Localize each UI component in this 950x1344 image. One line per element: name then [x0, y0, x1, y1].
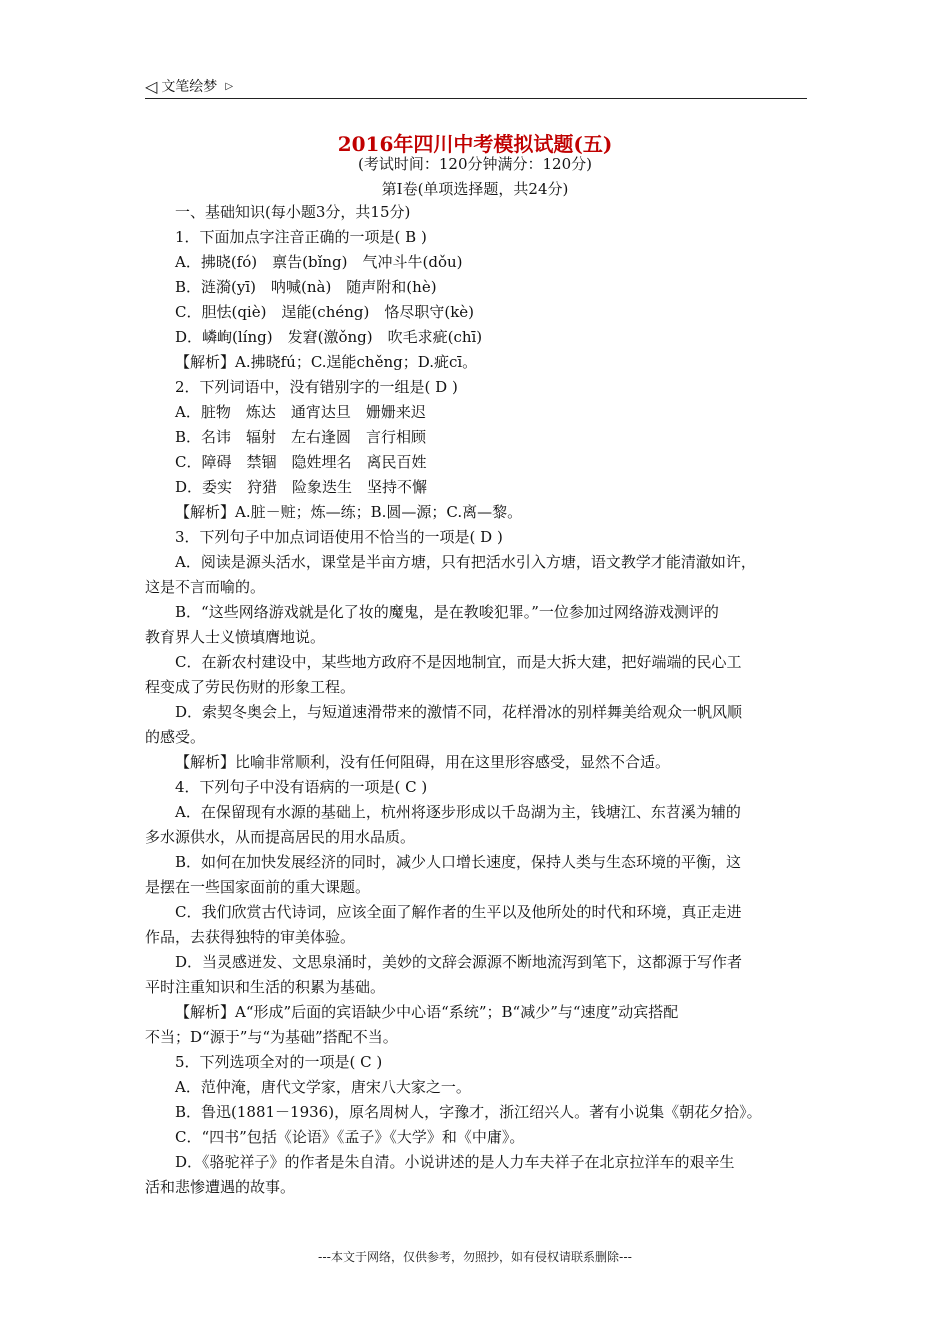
q3-option-a-line2: 这是不言而喻的。	[145, 578, 266, 596]
q3-option-d-line2: 的感受。	[145, 728, 206, 746]
q4-option-b-line2: 是摆在一些国家面前的重大课题。	[145, 878, 371, 896]
q4-option-d-line2: 平时注重知识和生活的积累为基础。	[145, 978, 386, 996]
q4-analysis-line1: 【解析】A“形成”后面的宾语缺少中心语“系统”；B“减少”与“速度”动宾搭配	[175, 1003, 679, 1021]
page-header	[145, 72, 807, 99]
q3-option-c-line2: 程变成了劳民伤财的形象工程。	[145, 678, 356, 696]
q3-option-b-line2: 教育界人士义愤填膺地说。	[145, 628, 326, 646]
q4-option-c-line2: 作品，去获得独特的审美体验。	[145, 928, 356, 946]
q4-analysis-line2: 不当；D“源于”与“为基础”搭配不当。	[145, 1028, 398, 1046]
q5-option-c: C．“四书”包括《论语》《孟子》《大学》和《中庸》。	[175, 1128, 525, 1146]
left-triangle-icon: ◁	[145, 76, 158, 96]
q3-analysis: 【解析】比喻非常顺利，没有任何阻碍，用在这里形容感受，显然不合适。	[175, 753, 671, 771]
q2-stem: 2．下列词语中，没有错别字的一组是( D )	[175, 378, 458, 396]
q1-analysis: 【解析】A.拂晓fú；C.逞能chěng；D.疵cī。	[175, 353, 478, 371]
page-footer: ---本文于网络，仅供参考，勿照抄，如有侵权请联系删除---	[318, 1250, 632, 1264]
q5-option-d-line1: D．《骆驼祥子》的作者是朱自清。小说讲述的是人力车夫祥子在北京拉洋车的艰辛生	[175, 1153, 735, 1171]
section-title: 一、基础知识(每小题3分，共15分)	[175, 203, 411, 221]
q4-stem: 4．下列句子中没有语病的一项是( C )	[175, 778, 428, 796]
exam-title: 2016年四川中考模拟试题(五)	[337, 132, 613, 156]
q2-option-a: A．脏物 炼达 通宵达旦 姗姗来迟	[175, 403, 426, 421]
part-title: 第Ⅰ卷(单项选择题，共24分)	[381, 180, 569, 198]
q2-option-c: C．障碍 禁锢 隐姓埋名 离民百姓	[175, 453, 427, 471]
q4-option-a-line1: A．在保留现有水源的基础上，杭州将逐步形成以千岛湖为主，钱塘江、东苕溪为辅的	[175, 803, 741, 821]
q5-option-b: B．鲁迅(1881－1936)，原名周树人，字豫才，浙江绍兴人。著有小说集《朝花夕拾》。	[175, 1103, 762, 1121]
q2-option-b: B．名讳 辐射 左右逢圆 言行相顾	[175, 428, 427, 446]
q3-option-b-line1: B．“这些网络游戏就是化了妆的魔鬼，是在教唆犯罪。”一位参加过网络游戏测评的	[175, 603, 719, 621]
right-triangle-icon: ▷	[225, 80, 234, 92]
q3-option-c-line1: C．在新农村建设中，某些地方政府不是因地制宜，而是大拆大建，把好端端的民心工	[175, 653, 742, 671]
q2-option-d: D．委实 狩猎 险象迭生 坚持不懈	[175, 478, 428, 496]
q3-stem: 3．下列句子中加点词语使用不恰当的一项是( D )	[175, 528, 503, 546]
q1-option-b: B．涟漪(yī) 呐喊(nà) 随声附和(hè)	[175, 278, 437, 296]
q1-option-a: A．拂晓(fó) 禀告(bǐng) 气冲斗牛(dǒu)	[175, 253, 463, 271]
q4-option-b-line1: B．如何在加快发展经济的同时，减少人口增长速度，保持人类与生态环境的平衡，这	[175, 853, 742, 871]
brand-text: 文笔绘梦	[161, 79, 218, 95]
q3-option-d-line1: D．索契冬奥会上，与短道速滑带来的激情不同，花样滑冰的别样舞美给观众一帆风顺	[175, 703, 743, 721]
q1-option-d: D．嶙峋(líng) 发窘(激ǒng) 吹毛求疵(chī)	[175, 328, 483, 346]
q2-analysis: 【解析】A.脏－赃；炼—练；B.圆—源；C.离—黎。	[175, 503, 523, 521]
q3-option-a-line1: A．阅读是源头活水，课堂是半亩方塘，只有把活水引入方塘，语文教学才能清澈如许，	[175, 553, 756, 571]
exam-info: (考试时间：120分钟满分：120分)	[358, 155, 592, 173]
q4-option-c-line1: C．我们欣赏古代诗词，应该全面了解作者的生平以及他所处的时代和环境，真正走进	[175, 903, 742, 921]
q5-option-a: A．范仲淹，唐代文学家，唐宋八大家之一。	[175, 1078, 471, 1096]
q1-stem: 1．下面加点字注音正确的一项是( B )	[175, 228, 427, 246]
q5-stem: 5．下列选项全对的一项是( C )	[175, 1053, 383, 1071]
q1-option-c: C．胆怯(qiè) 逞能(chéng) 恪尽职守(kè)	[175, 303, 475, 321]
header-brand	[145, 76, 233, 96]
q4-option-a-line2: 多水源供水，从而提高居民的用水品质。	[145, 828, 416, 846]
q5-option-d-line2: 活和悲惨遭遇的故事。	[145, 1178, 296, 1196]
q4-option-d-line1: D．当灵感迸发、文思泉涌时，美妙的文辞会源源不断地流泻到笔下，这都源于写作者	[175, 953, 743, 971]
